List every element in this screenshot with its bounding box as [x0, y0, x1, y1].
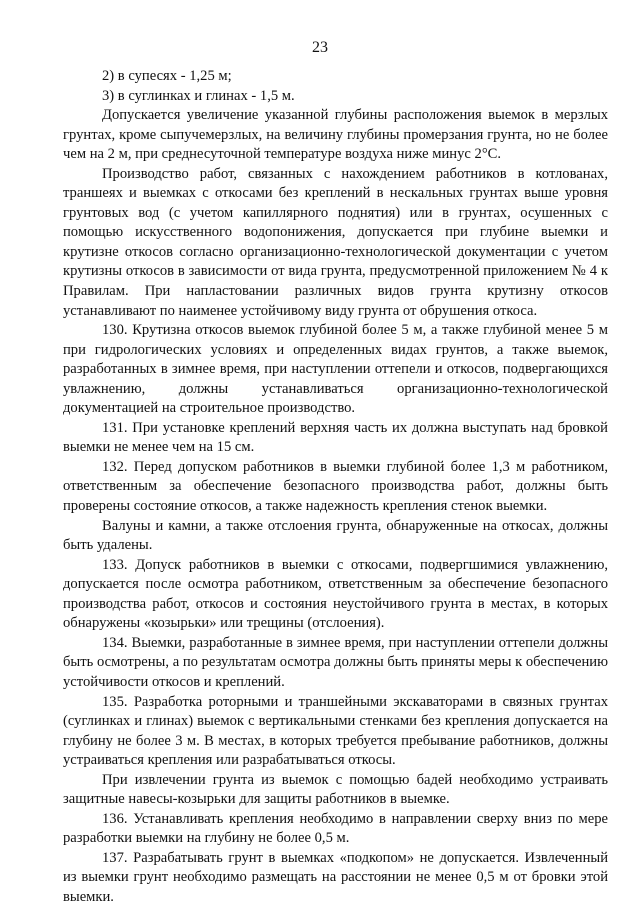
clause-132: 132. Перед допуском работников в выемки глубиной более 1,3 м работником, ответственным за обеспечение безопасного производства работ, должны быть проверены состояние откосов, а также надежность крепления стенок выемки. [63, 458, 608, 515]
clause-137: 137. Разрабатывать грунт в выемках «подкопом» не допускается. Извлеченный из выемки грунт необходимо размещать на расстоянии не менее 0,5 м от бровки этой выемки. [63, 849, 608, 905]
clause-134: 134. Выемки, разработанные в зимнее время, при наступлении оттепели должны быть осмотрены, а по результатам осмотра должны быть приняты меры к обеспечению устойчивости откосов и креплений. [63, 634, 608, 690]
document-body [63, 67, 608, 908]
clause-136: 136. Устанавливать крепления необходимо в направлении сверху вниз по мере разработки выемки на глубину не более 0,5 м. [63, 810, 608, 847]
list-item-loam-clay: 3) в суглинках и глинах - 1,5 м. [102, 87, 295, 104]
clause-131: 131. При установке креплений верхняя часть их должна выступать над бровкой выемки не менее чем на 15 см. [63, 419, 608, 456]
clause-135: 135. Разработка роторными и траншейными экскаваторами в связных грунтах (суглинках и глинах) выемок с вертикальными стенками без крепления допускается на глубину не более 3 м. В местах, в которых требуется пребывание работников, должны устраиваться крепления или разрабатываться откосы. [63, 693, 608, 769]
list-item-sandy-loam: 2) в супесях - 1,25 м; [102, 68, 232, 84]
paragraph-slopes-without-supports: Производство работ, связанных с нахождением работников в котлованах, траншеях и выемках с откосами без креплений в нескальных грунтах выше уровня грунтовых вод (с учетом капиллярного поднятия) или в грунтах, осушенных с помощью искусственного водопонижения, допускается при глубине выемки и крутизне откосов согласно организационно-технологической документации с учетом крутизны откосов в зависимости от вида грунта, предусмотренной приложением № 4 к Правилам. При напластовании различных видов грунта крутизну откосов устанавливают по наименее устойчивому виду грунта от обрушения откоса. [63, 165, 608, 319]
paragraph-frozen-soils: Допускается увеличение указанной глубины расположения выемок в мерзлых грунтах, кроме сыпучемерзлых, на величину глубины промерзания грунта, но не более чем на 2 м, при среднесуточной температуре воздуха ниже минус 2°С. [63, 107, 608, 163]
paragraph-bucket-canopies: При извлечении грунта из выемок с помощью бадей необходимо устраивать защитные навесы-козырьки для защиты работников в выемке. [63, 771, 608, 808]
paragraph-boulders-removal: Валуны и камни, а также отслоения грунта, обнаруженные на откосах, должны быть удалены. [63, 517, 608, 554]
clause-133: 133. Допуск работников в выемки с откосами, подвергшимися увлажнению, допускается после осмотра работником, ответственным за обеспечение безопасного производства работ, откосов и состояния неустойчивого грунта в местах, в которых обнаружены «козырьки» или трещины (отслоения). [63, 556, 608, 632]
page-number: 23 [312, 39, 328, 56]
clause-130: 130. Крутизна откосов выемок глубиной более 5 м, а также глубиной менее 5 м при гидрологических условиях и определенных видах грунтов, а также выемок, разработанных в зимнее время, при наступлении оттепели и откосов, подвергающихся увлажнению, должны устанавливаться организационно-технологической документацией на строительное производство. [63, 322, 608, 417]
